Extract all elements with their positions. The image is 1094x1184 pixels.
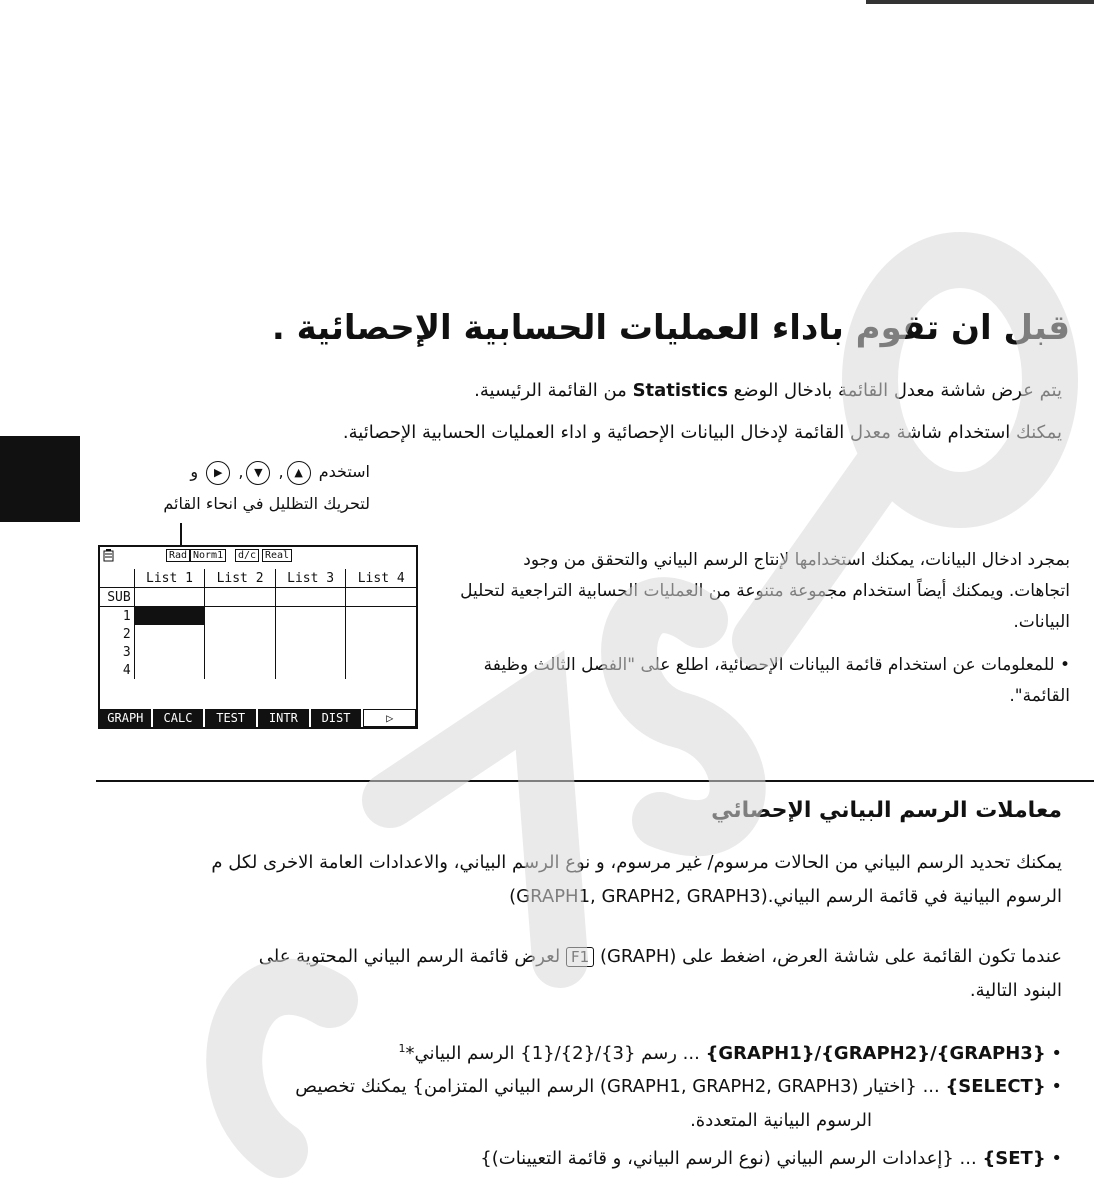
- list-cell[interactable]: [134, 643, 205, 661]
- row-label: 1: [122, 608, 131, 624]
- row-label: SUB: [100, 588, 134, 607]
- list-cell[interactable]: [275, 643, 346, 661]
- list-cell[interactable]: [275, 607, 346, 626]
- list-cell[interactable]: [346, 625, 416, 643]
- table-row: [100, 625, 416, 643]
- list-cell[interactable]: [205, 661, 276, 679]
- item-graph: • {GRAPH1}/{GRAPH2}/{GRAPH3} ... رسم {3}/{2}/{1} الرسم البياني*$^1$: [398, 1042, 1062, 1064]
- menu-next[interactable]: ▷: [363, 709, 416, 727]
- list-cell[interactable]: [134, 588, 205, 607]
- item-key: {SET}: [982, 1148, 1046, 1169]
- status-complex: Real: [262, 549, 292, 562]
- menu-test[interactable]: TEST: [205, 709, 256, 727]
- function-menu: [100, 709, 416, 727]
- right-arrow-icon: ▶: [206, 461, 230, 485]
- section-paragraph-1: يمكنك تحديد الرسم البياني من الحالات مرسوم/ غير مرسوم، و نوع الرسم البياني، والاعدادات العامة الاخرى لكل م الرسوم البيانية في قائمة الرسم البياني(GRAPH1, GRAPH2, GRAPH3).: [211, 852, 1062, 907]
- item-select: • {SELECT} ... {اختيار (GRAPH1, GRAPH2, GRAPH3) الرسم البياني المتزامن} يمكنك تخصيص الرسوم البيانية المتعددة.: [295, 1076, 1062, 1131]
- list-cell[interactable]: [346, 607, 416, 626]
- list-cell[interactable]: [275, 661, 346, 679]
- section-paragraph-2: عندما تكون القائمة على شاشة العرض، اضغط على (GRAPH) F1 لعرض قائمة الرسم البياني المحتوية على البنود التالية.: [258, 946, 1062, 1001]
- sub-row: [100, 588, 416, 607]
- status-angle: Rad: [166, 549, 190, 562]
- column-header[interactable]: List 2: [205, 569, 276, 588]
- list-cell[interactable]: [205, 643, 276, 661]
- menu-dist[interactable]: DIST: [311, 709, 362, 727]
- menu-calc[interactable]: CALC: [153, 709, 204, 727]
- list-cell[interactable]: [205, 625, 276, 643]
- page-title: قبل ان تقوم باداء العمليات الحسابية الإحصائية .: [271, 308, 1070, 348]
- intro-line-2: يمكنك استخدام شاشة معدل القائمة لإدخال البيانات الإحصائية و اداء العمليات الحسابية الإحصائية.: [342, 422, 1062, 443]
- table-row: [100, 643, 416, 661]
- intro-line-1: يتم عرض شاشة معدل القائمة بادخال الوضع Statistics من القائمة الرئيسية.: [474, 380, 1062, 401]
- section-title: معاملات الرسم البياني الإحصائي: [711, 798, 1062, 823]
- column-header[interactable]: List 1: [134, 569, 205, 588]
- list-cell[interactable]: [275, 625, 346, 643]
- section-divider: [96, 780, 1094, 782]
- cursor-callout: [100, 456, 370, 520]
- list-cell[interactable]: [134, 661, 205, 679]
- column-header-row: [100, 569, 416, 588]
- table-row: [100, 607, 416, 626]
- up-arrow-icon: ▲: [287, 461, 311, 485]
- list-cell[interactable]: [346, 588, 416, 607]
- side-bullet: • للمعلومات عن استخدام قائمة البيانات الإحصائية، اطلع على "الفصل الثالث وظيفة القائمة".: [483, 655, 1070, 706]
- callout-line-1: استخدم ▲, ▼, ▶ و: [100, 456, 370, 488]
- item-set: • {SET} ... {إعدادات الرسم البياني (نوع الرسم البياني، و قائمة التعيينات)}: [480, 1148, 1062, 1169]
- list-cell[interactable]: [134, 625, 205, 643]
- down-arrow-icon: ▼: [246, 461, 270, 485]
- callout-line-2: لتحريك التظليل في انحاء القائم: [163, 494, 370, 513]
- status-fraction: d/c: [235, 549, 259, 562]
- side-paragraph: بمجرد ادخال البيانات، يمكنك استخدامها لإنتاج الرسم البياني والتحقق من وجود اتجاهات. ويمكنك أيضاً استخدام مجموعة متنوعة من العمليات الحسابية التراجعية لتحليل البيانات.: [460, 550, 1070, 632]
- chapter-tab: [0, 436, 80, 522]
- list-cell[interactable]: [205, 588, 276, 607]
- list-editor-grid: [100, 569, 416, 679]
- calculator-screen: [98, 545, 418, 729]
- battery-icon: [103, 549, 115, 562]
- mode-name: Statistics: [632, 380, 728, 401]
- menu-intr[interactable]: INTR: [258, 709, 309, 727]
- f1-key: F1: [566, 947, 594, 967]
- status-display: Norm1: [190, 549, 226, 562]
- item-key: {GRAPH1}/{GRAPH2}/{GRAPH3}: [705, 1043, 1046, 1064]
- list-cell[interactable]: [346, 643, 416, 661]
- column-header[interactable]: List 3: [275, 569, 346, 588]
- selected-cell[interactable]: [134, 607, 205, 626]
- status-bar: [100, 547, 416, 565]
- menu-graph[interactable]: GRAPH: [100, 709, 151, 727]
- item-key: {SELECT}: [945, 1076, 1046, 1097]
- row-label: 3: [122, 644, 131, 660]
- row-label: 4: [122, 662, 131, 678]
- table-row: [100, 661, 416, 679]
- list-cell[interactable]: [205, 607, 276, 626]
- column-header[interactable]: List 4: [346, 569, 416, 588]
- list-cell[interactable]: [346, 661, 416, 679]
- top-rule: [866, 0, 1094, 4]
- list-cell[interactable]: [275, 588, 346, 607]
- row-label: 2: [122, 626, 131, 642]
